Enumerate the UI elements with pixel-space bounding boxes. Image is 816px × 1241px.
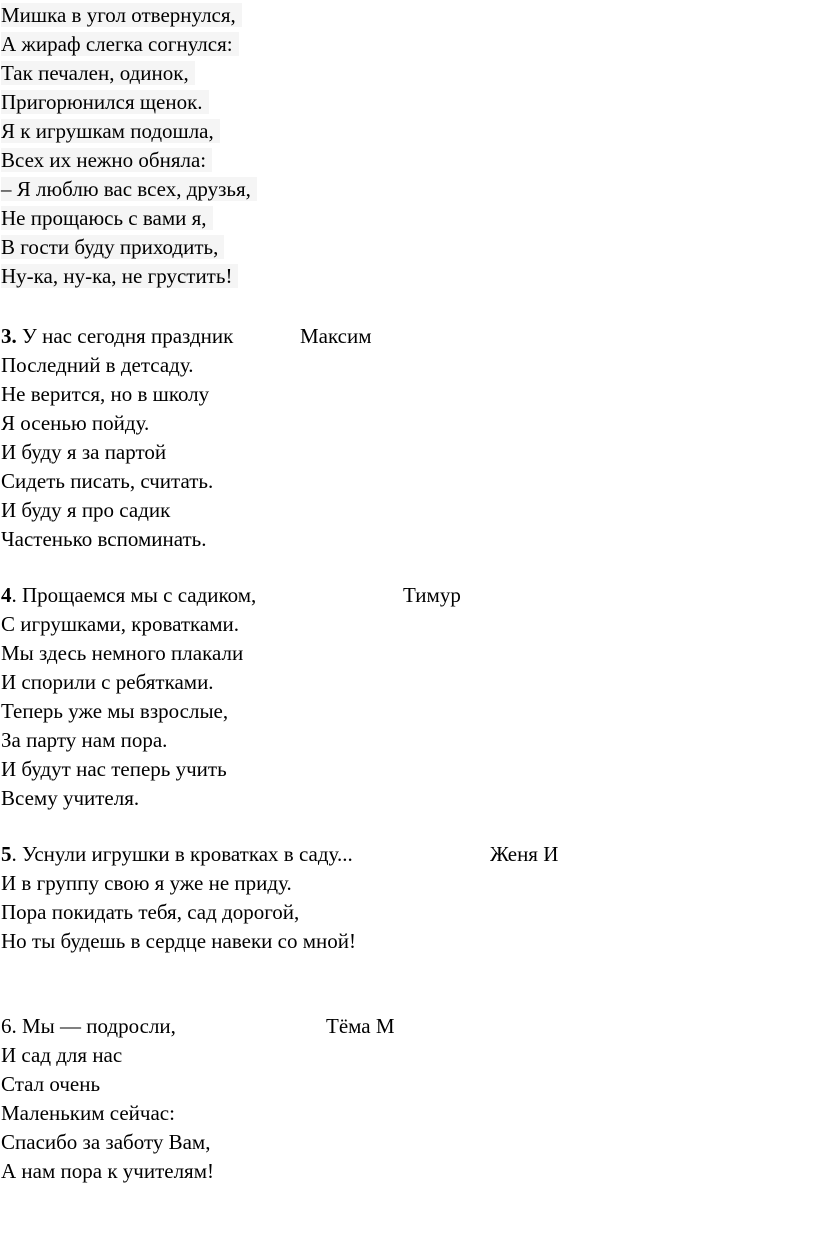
reciter-name: Максим (300, 324, 372, 348)
poem-line: Я осенью пойду. (1, 411, 150, 435)
poem-line: Пора покидать тебя, сад дорогой, (1, 900, 300, 924)
stanza-first-line: У нас сегодня праздник (16, 324, 234, 348)
poem-line: Всему учителя. (1, 786, 140, 810)
stanza-number: 4 (1, 583, 12, 607)
poem-line (1, 262, 238, 291)
poem-line-text: А жираф слегка согнулся: (1, 32, 239, 56)
poem-line: И будут нас теперь учить (1, 757, 227, 781)
poem-line: Мы здесь немного плакали (1, 641, 244, 665)
poem-line (1, 1, 242, 30)
reciter-name: Женя И (490, 842, 559, 866)
poem-line (1, 146, 212, 175)
stanza-heading: 6. Мы — подросли, (1, 1014, 176, 1038)
poem-line: Сидеть писать, считать. (1, 469, 214, 493)
poem-line: Но ты будешь в сердце навеки со мной! (1, 929, 356, 953)
poem-line-text: Так печален, одинок, (1, 61, 195, 85)
poem-line (1, 30, 239, 59)
poem-line: Стал очень (1, 1072, 101, 1096)
stanza-first-line: . Прощаемся мы с садиком, (11, 583, 257, 607)
stanza-heading (1, 840, 353, 869)
poem-line: Маленьким сейчас: (1, 1101, 175, 1125)
poem-line: За парту нам пора. (1, 728, 168, 752)
stanza-number: 3. (1, 324, 17, 348)
stanza-heading (1, 322, 233, 351)
poem-line-text: Пригорюнился щенок. (1, 90, 209, 114)
poem-line: И сад для нас (1, 1043, 123, 1067)
reciter-name: Тимур (403, 583, 461, 607)
poem-line: И спорили с ребятками. (1, 670, 214, 694)
poem-line-text: Всех их нежно обняла: (1, 148, 212, 172)
poem-line (1, 233, 224, 262)
poem-line: И буду я про садик (1, 498, 171, 522)
poem-line: Не верится, но в школу (1, 382, 210, 406)
poem-line (1, 59, 195, 88)
poem-line-text: – Я люблю вас всех, друзья, (1, 177, 257, 201)
poem-line: Спасибо за заботу Вам, (1, 1130, 211, 1154)
stanza-first-line: . Уснули игрушки в кроватках в саду... (11, 842, 353, 866)
reciter-name: Тёма М (326, 1014, 395, 1038)
poem-line: Последний в детсаду. (1, 353, 194, 377)
stanza-number: 5 (1, 842, 12, 866)
poem-line: И в группу свою я уже не приду. (1, 871, 292, 895)
poem-line (1, 175, 257, 204)
poem-line: Частенько вспоминать. (1, 527, 207, 551)
poem-line-text: Я к игрушкам подошла, (1, 119, 220, 143)
poem-line (1, 117, 220, 146)
poem-line-text: Ну-ка, ну-ка, не грустить! (1, 264, 238, 288)
poem-line-text: Мишка в угол отвернулся, (1, 3, 242, 27)
poem-line (1, 88, 209, 117)
poem-line-text: Не прощаюсь с вами я, (1, 206, 213, 230)
poem-line: Теперь уже мы взрослые, (1, 699, 229, 723)
poem-line (1, 204, 213, 233)
poem-line: А нам пора к учителям! (1, 1159, 214, 1183)
stanza-heading (1, 581, 256, 610)
poem-line: С игрушками, кроватками. (1, 612, 240, 636)
poem-line: И буду я за партой (1, 440, 167, 464)
poem-line-text: В гости буду приходить, (1, 235, 224, 259)
